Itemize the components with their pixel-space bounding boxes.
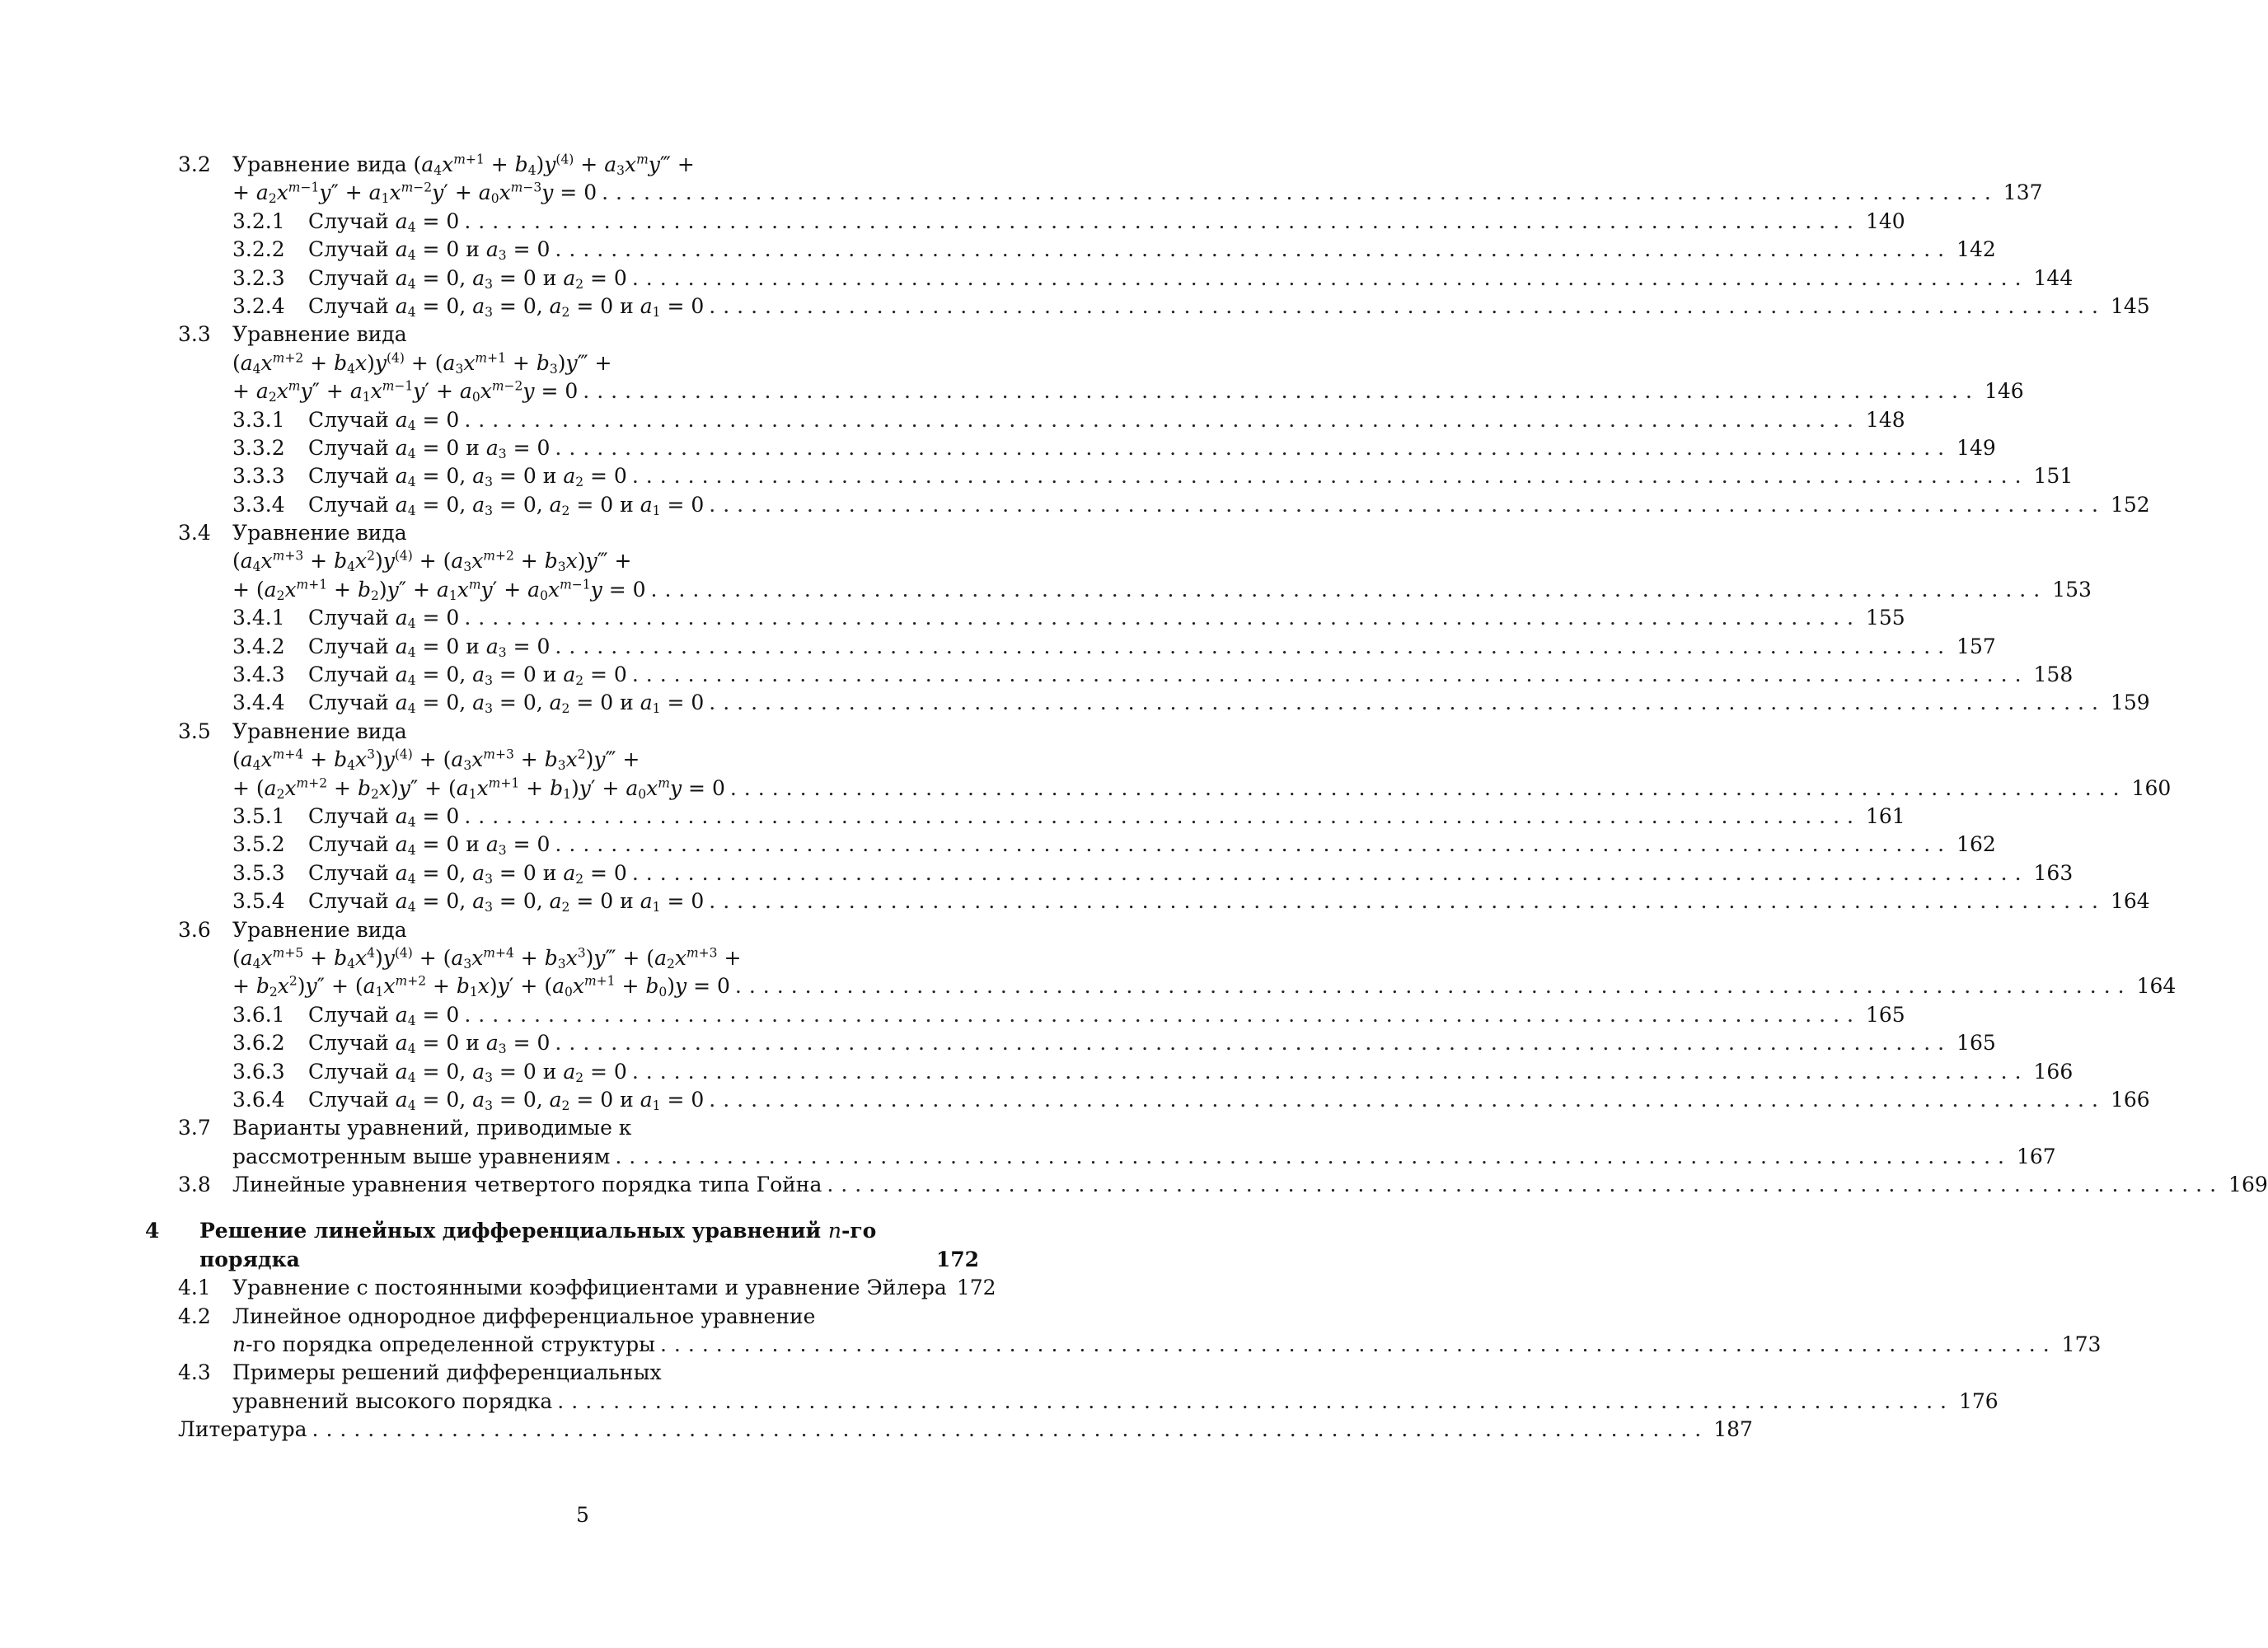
toc-entry[interactable] [178, 434, 1996, 462]
section-number: 3.2 [178, 152, 211, 176]
toc-entry-continuation[interactable] [178, 972, 2177, 1000]
section-number: 3.6.3 [232, 1059, 285, 1084]
toc-entry[interactable] [178, 265, 2074, 293]
toc-entry[interactable] [178, 151, 979, 179]
section-title: Линейное однородное дифференциальное уравнение [232, 1304, 816, 1328]
section-number: 3.2.2 [232, 237, 285, 262]
page-ref: 145 [2110, 293, 2150, 318]
section-number: 3.4.4 [232, 691, 285, 715]
toc-entry[interactable] [178, 661, 2074, 689]
dot-leader: .................................................................................................... [464, 803, 1861, 828]
section-title: Случай $a_4 = 0$ [308, 407, 460, 433]
section-number: 3.5 [178, 719, 211, 743]
section-formula: + $a_2x^my'' + a_1x^{m-1}y' + a_0x^{m-2}y = 0$ [232, 378, 579, 405]
toc-entry[interactable] [178, 604, 1905, 632]
page-ref: 162 [1956, 832, 1996, 857]
section-number: 3.6.2 [232, 1031, 285, 1056]
section-title: Случай $a_4 = 0$ и $a_3 = 0$ [308, 634, 551, 660]
toc-entry[interactable] [178, 1171, 2268, 1199]
section-title: Случай $a_4 = 0$, $a_3 = 0$, $a_2 = 0$ и $a_1 = 0$ [308, 1087, 705, 1113]
section-title: Уравнение вида [232, 322, 407, 347]
section-title: Случай $a_4 = 0$ и $a_3 = 0$ [308, 832, 551, 859]
section-title: Случай $a_4 = 0$, $a_3 = 0$ и $a_2 = 0$ [308, 1059, 627, 1085]
section-title: Случай $a_4 = 0$ [308, 1002, 460, 1028]
toc-entry-continuation[interactable] [178, 576, 2092, 604]
toc-entry-literature[interactable] [178, 1416, 1753, 1444]
section-title: Уравнение вида $(a_4x^{m+1} + b_4)y^{(4)}$ + $a_3x^my‴$ + [232, 152, 695, 178]
section-number: 3.7 [178, 1116, 211, 1140]
dot-leader: .................................................................................................... [555, 832, 1952, 857]
section-title: Случай $a_4 = 0$, $a_3 = 0$ и $a_2 = 0$ [308, 860, 627, 887]
page-ref: 151 [2033, 464, 2074, 489]
section-formula: $(a_4x^{m+4} + b_4x^3)y^{(4)} + (a_3x^{m+3}$ + $b_3x^2)y‴$ + [232, 747, 640, 774]
toc-entry[interactable] [178, 321, 979, 349]
section-number: 3.3.1 [232, 407, 285, 432]
section-formula: $(a_4x^{m+5} + b_4x^4)y^{(4)} + (a_3x^{m+4}$ + $b_3x^3)y‴ + (a_2x^{m+3}$ + [232, 945, 742, 971]
chapter-title-continued: порядка [199, 1247, 300, 1271]
section-formula: + $(a_2x^{m+1} + b_2)y'' + a_1x^my' + a_0x^{m-1}y = 0$ [232, 577, 646, 603]
page-ref: 152 [2110, 492, 2150, 517]
section-title: Случай $a_4 = 0$ [308, 208, 460, 235]
dot-leader: .................................................................................................... [709, 1087, 2106, 1112]
section-title: Уравнение с постоянными коэффициентами и уравнение Эйлера [232, 1276, 947, 1300]
section-title: Случай $a_4 = 0$ и $a_3 = 0$ [308, 237, 551, 264]
section-title: Случай $a_4 = 0$, $a_3 = 0$ и $a_2 = 0$ [308, 265, 627, 292]
section-title: Примеры решений дифференциальных [232, 1360, 662, 1385]
page-ref: 166 [2033, 1059, 2074, 1084]
dot-leader: .................................................................................................... [709, 889, 2106, 914]
page-ref: 160 [2131, 775, 2172, 800]
section-number: 3.4.3 [232, 662, 285, 687]
section-number: 4.1 [178, 1276, 211, 1300]
section-title: Случай $a_4 = 0$, $a_3 = 0$ и $a_2 = 0$ [308, 464, 627, 490]
section-title: Случай $a_4 = 0$ и $a_3 = 0$ [308, 435, 551, 461]
dot-leader: .................................................................................................... [631, 662, 2029, 687]
page-ref: 164 [2110, 889, 2150, 914]
dot-leader: .................................................................................................... [650, 577, 2048, 602]
dot-leader: .................................................................................................... [464, 1002, 1861, 1027]
section-number: 4.2 [178, 1304, 211, 1328]
section-title: Уравнение вида [232, 917, 407, 942]
section-number: 3.6.4 [232, 1087, 285, 1112]
section-title: Случай $a_4 = 0$, $a_3 = 0$ и $a_2 = 0$ [308, 662, 627, 688]
toc-entry-continuation[interactable] [178, 775, 2172, 803]
page-ref: 187 [1713, 1417, 1753, 1442]
section-number: 3.6.1 [232, 1002, 285, 1027]
dot-leader: .................................................................................................... [464, 208, 1861, 233]
dot-leader: .................................................................................................... [464, 407, 1861, 432]
page-ref: 173 [2061, 1332, 2102, 1357]
section-number: 3.4 [178, 521, 211, 545]
page-ref: 166 [2110, 1087, 2150, 1112]
dot-leader: .................................................................................................... [555, 1031, 1952, 1056]
toc-entry[interactable] [178, 208, 1905, 236]
section-number: 3.2.3 [232, 265, 285, 290]
section-number: 3.3.2 [232, 435, 285, 460]
section-title-continued: n-го порядка определенной структуры [232, 1332, 655, 1357]
page-ref: 172 [935, 1247, 979, 1271]
toc-chapter[interactable] [145, 1217, 979, 1245]
dot-leader: .................................................................................................... [827, 1173, 2224, 1197]
dot-leader: .................................................................................................... [555, 237, 1952, 262]
page-ref: 164 [2136, 974, 2177, 999]
page-ref: 155 [1866, 606, 1905, 630]
chapter-number: 4 [145, 1219, 160, 1243]
page-ref: 176 [1958, 1388, 1999, 1413]
toc-entry-continuation [178, 746, 979, 774]
section-number: 3.3.3 [232, 464, 285, 489]
section-number: 3.4.2 [232, 634, 285, 658]
toc-entry-continuation[interactable] [178, 1388, 1999, 1416]
page-ref: 158 [2033, 662, 2074, 687]
dot-leader: .................................................................................................... [709, 691, 2106, 715]
page-ref: 137 [2003, 180, 2043, 205]
page-ref: 172 [956, 1276, 996, 1300]
toc-entry[interactable] [178, 1114, 979, 1142]
toc-entry-continuation[interactable] [178, 1143, 2056, 1171]
table-of-contents [145, 151, 2268, 1444]
section-title: Случай $a_4 = 0$, $a_3 = 0$, $a_2 = 0$ и $a_1 = 0$ [308, 889, 705, 915]
toc-entry[interactable] [178, 293, 2150, 321]
section-title-continued: рассмотренным выше уравнениям [232, 1144, 611, 1168]
section-number: 3.8 [178, 1173, 211, 1197]
toc-entry[interactable] [178, 916, 979, 944]
page-ref: 149 [1956, 435, 1996, 460]
toc-entry[interactable] [178, 1274, 996, 1302]
dot-leader: .................................................................................................... [631, 1059, 2029, 1084]
chapter-title: Решение линейных дифференциальных уравнений n-го [199, 1219, 877, 1243]
section-title: Случай $a_4 = 0$, $a_3 = 0$, $a_2 = 0$ и $a_1 = 0$ [308, 293, 705, 320]
page-ref: 144 [2033, 265, 2074, 290]
section-formula: + $(a_2x^{m+2} + b_2x)y'' + (a_1x^{m+1} + b_1)y' + a_0x^my = 0$ [232, 775, 725, 802]
dot-leader: .................................................................................................... [631, 860, 2029, 885]
page-ref: 142 [1956, 237, 1996, 262]
toc-entry[interactable] [178, 831, 1996, 859]
section-title: Случай $a_4 = 0$, $a_3 = 0$, $a_2 = 0$ и $a_1 = 0$ [308, 691, 705, 717]
chapter-gap [178, 1199, 979, 1217]
section-number: 3.5.1 [232, 803, 285, 828]
toc-chapter-continuation[interactable] [178, 1246, 979, 1274]
toc-entry[interactable] [178, 1029, 1996, 1057]
page-ref: 165 [1956, 1031, 1996, 1056]
section-title: Случай $a_4 = 0$ [308, 606, 460, 632]
dot-leader: .................................................................................................... [709, 492, 2106, 517]
section-title: Случай $a_4 = 0$, $a_3 = 0$, $a_2 = 0$ и $a_1 = 0$ [308, 492, 705, 518]
section-title: Уравнение вида [232, 521, 407, 545]
section-number: 3.2.4 [232, 293, 285, 318]
page-ref: 159 [2110, 691, 2150, 715]
toc-entry[interactable] [178, 1303, 979, 1331]
section-title: Случай $a_4 = 0$ [308, 803, 460, 830]
toc-entry[interactable] [178, 887, 2150, 915]
dot-leader: .................................................................................................... [631, 265, 2029, 290]
toc-entry-continuation [178, 349, 979, 377]
toc-entry[interactable] [178, 519, 979, 547]
toc-entry-continuation [178, 944, 979, 972]
toc-entry[interactable] [178, 236, 1996, 264]
dot-leader: .................................................................................................... [602, 180, 1999, 205]
toc-entry[interactable] [178, 1058, 2074, 1086]
toc-entry[interactable] [178, 462, 2074, 490]
dot-leader: .................................................................................................... [631, 464, 2029, 489]
dot-leader: .................................................................................................... [583, 379, 1980, 404]
dot-leader: .................................................................................................... [659, 1332, 2057, 1357]
section-number: 3.3 [178, 322, 211, 347]
section-formula: $(a_4x^{m+3} + b_4x^2)y^{(4)} + (a_3x^{m+2}$ + $b_3x)y‴$ + [232, 549, 632, 575]
toc-entry[interactable] [178, 1001, 1905, 1029]
dot-leader: .................................................................................................... [709, 293, 2106, 318]
toc-entry[interactable] [178, 491, 2150, 519]
page-ref: 148 [1866, 407, 1905, 432]
section-number: 3.5.2 [232, 832, 285, 857]
section-formula: + $a_2x^{m-1}y'' + a_1x^{m-2}y' + a_0x^{m-3}y = 0$ [232, 180, 597, 207]
section-formula: $(a_4x^{m+2} + b_4x)y^{(4)} + (a_3x^{m+1}$ + $b_3)y‴$ + [232, 350, 612, 377]
page-ref: 153 [2052, 577, 2092, 602]
section-title: Линейные уравнения четвертого порядка типа Гойна [232, 1173, 822, 1197]
dot-leader: .................................................................................................... [615, 1144, 2012, 1168]
page-ref: 163 [2033, 860, 2074, 885]
section-formula: + $b_2x^2)y'' + (a_1x^{m+2} + b_1x)y' + (a_0x^{m+1} + b_0)y = 0$ [232, 974, 730, 1000]
page-ref: 169 [2228, 1173, 2268, 1197]
toc-entry-continuation [178, 547, 979, 575]
toc-entry[interactable] [178, 406, 1905, 434]
toc-entry[interactable] [178, 1359, 979, 1387]
dot-leader: .................................................................................................... [734, 974, 2132, 999]
section-number: 3.6 [178, 917, 211, 942]
section-number: 3.2.1 [232, 208, 285, 233]
section-number: 3.5.4 [232, 889, 285, 914]
toc-entry[interactable] [178, 803, 1905, 831]
page-ref: 165 [1866, 1002, 1905, 1027]
section-number: 3.4.1 [232, 606, 285, 630]
dot-leader: .................................................................................................... [555, 435, 1952, 460]
toc-entry[interactable] [178, 689, 2150, 717]
page-ref: 146 [1984, 379, 2024, 404]
page-ref: 157 [1956, 634, 1996, 658]
section-number: 3.5.3 [232, 860, 285, 885]
section-number: 4.3 [178, 1360, 211, 1385]
toc-entry-continuation[interactable] [178, 1331, 2102, 1359]
toc-entry[interactable] [178, 859, 2074, 887]
toc-entry-continuation[interactable] [178, 179, 2043, 207]
section-number: 3.3.4 [232, 492, 285, 517]
section-title-continued: уравнений высокого порядка [232, 1388, 553, 1413]
dot-leader: .................................................................................................... [729, 775, 2127, 800]
section-title: Уравнение вида [232, 719, 407, 743]
dot-leader: .................................................................................................... [312, 1417, 1709, 1442]
toc-entry[interactable] [178, 1086, 2150, 1114]
section-title: Литература [178, 1417, 307, 1442]
dot-leader: .................................................................................................... [555, 634, 1952, 658]
page-ref: 161 [1866, 803, 1905, 828]
page-number: 5 [576, 1503, 589, 1527]
dot-leader: .................................................................................................... [464, 606, 1861, 630]
dot-leader: .................................................................................................... [557, 1388, 1954, 1413]
section-title: Варианты уравнений, приводимые к [232, 1116, 632, 1140]
toc-entry[interactable] [178, 718, 979, 746]
toc-entry-continuation[interactable] [178, 377, 2024, 405]
section-title: Случай $a_4 = 0$ и $a_3 = 0$ [308, 1031, 551, 1056]
page-ref: 140 [1866, 208, 1905, 233]
toc-entry[interactable] [178, 633, 1996, 661]
page-ref: 167 [2017, 1144, 2056, 1168]
